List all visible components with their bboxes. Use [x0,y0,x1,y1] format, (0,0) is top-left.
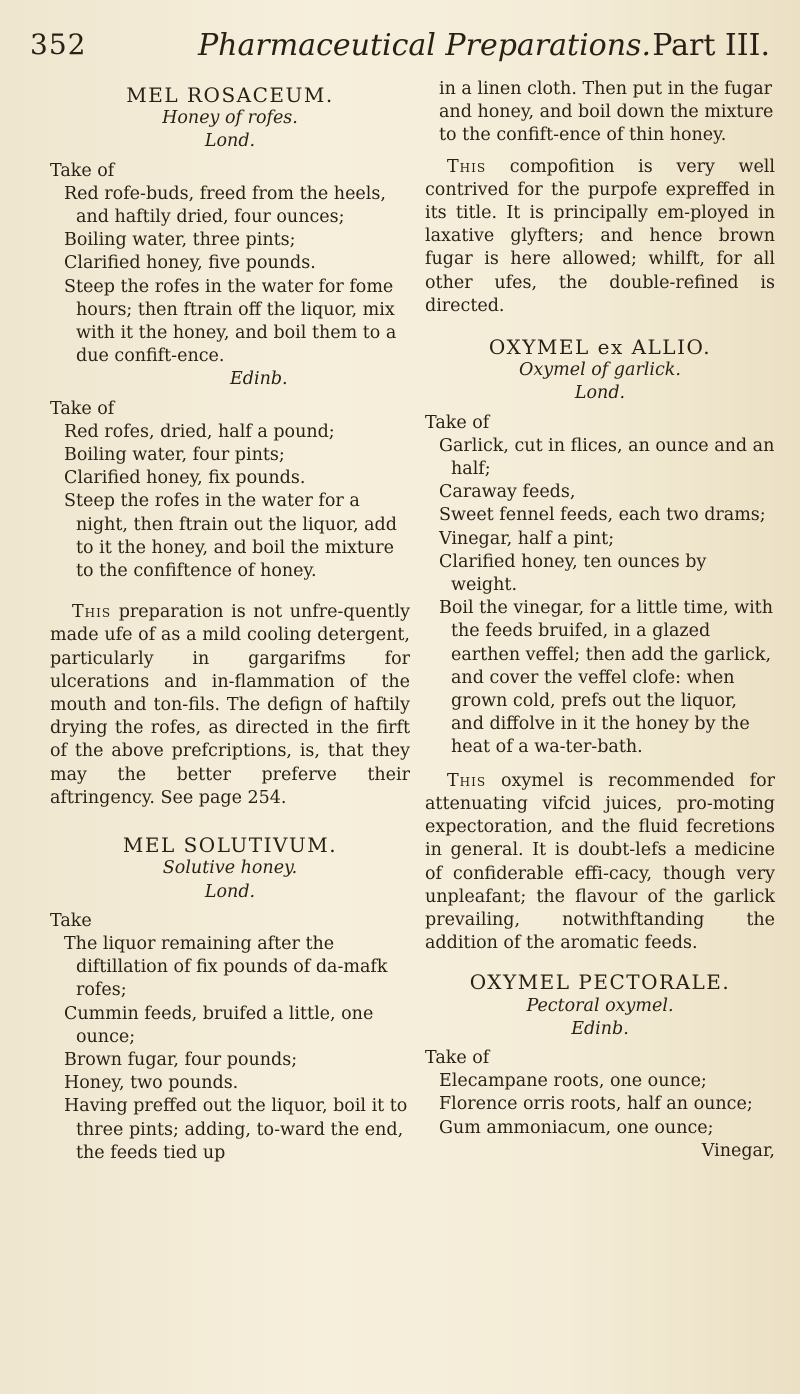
ingredient: Clarified honey, five pounds. [64,253,316,274]
ingredient: Clarified honey, ten ounces by weight. [439,551,707,596]
ingredient: Red rofe-buds, freed from the heels, and haftily dried, four ounces; [64,183,386,228]
ingredient: Red rofes, dried, half a pound; [64,421,335,442]
commentary-lead: This [447,156,487,177]
source-label: Lond. [204,881,256,902]
ingredient: Gum ammoniacum, one ounce; [439,1117,714,1138]
running-title: Pharmaceutical Preparations. [198,28,651,63]
directions: Steep the rofes in the water for a night, then ftrain out the liquor, add to it the honey, and boil the mixture to the confiftence of honey. [64,491,397,582]
recipe-title: MEL ROSACEUM. [126,83,334,107]
ingredient: Boiling water, four pints; [64,445,285,466]
recipe-title: OXYMEL ex ALLIO. [488,335,712,360]
take-of: Take of [425,412,490,433]
directions: Steep the rofes in the water for fome hours; then ftrain off the liquor, mix with it the honey, and boil them to a due confift-ence. [64,276,397,367]
recipe-subtitle: Honey of rofes. [162,108,298,129]
part-label: Part III. [652,28,770,63]
commentary [425,156,775,318]
ingredient: Brown fugar, four pounds; [64,1049,298,1070]
recipe-subtitle: Pectoral oxymel. [526,995,674,1016]
take-of: Take of [425,1047,490,1068]
commentary-text: compofition is very well contrived for the purpofe expreffed in its title. It is principally em-ployed in laxative glyfters; and hence brown fugar is here allowed; whilft, for all other ufes, the double-refined is directed. [425,156,775,316]
directions-continued: in a linen cloth. Then put in the fugar and honey, and boil down the mixture to the confift-ence of thin honey. [439,79,774,146]
commentary-text: preparation is not unfre-quently made ufe of as a mild cooling detergent, particularly in gargarifms for ulcerations and in-flammation of the mouth and ton-fils. The defign of haftily drying the rofes, as directed in the firft of the above prefcriptions, is, that they may the better preferve their aftringency. See page 254. [50,602,410,808]
commentary-lead: This [72,602,112,623]
ingredient: Honey, two pounds. [64,1073,239,1094]
commentary [425,770,775,956]
take-of: Take of [50,398,115,419]
commentary [50,601,410,810]
take-of: Take [50,910,92,931]
catchword: Vinegar, [701,1140,775,1161]
ingredient: The liquor remaining after the diftillation of fix pounds of da-mafk rofes; [64,933,388,1001]
recipe-subtitle: Solutive honey. [162,858,298,879]
ingredient: Vinegar, half a pint; [439,528,615,549]
source-label: Edinb. [571,1018,629,1039]
recipe-title: OXYMEL PECTORALE. [469,970,731,995]
left-column [50,78,410,1165]
ingredient: Sweet fennel feeds, each two drams; [439,505,766,526]
take-of: Take of [50,160,115,181]
ingredient: Caraway feeds, [439,482,576,503]
recipe-subtitle: Oxymel of garlick. [519,360,681,381]
ingredient: Elecampane roots, one ounce; [439,1071,707,1092]
ingredient: Clarified honey, fix pounds. [64,468,306,489]
directions: Having preffed out the liquor, boil it to three pints; adding, to-ward the end, the feeds tied up [64,1096,408,1163]
commentary-lead: This [447,770,487,791]
source-label: Lond. [574,383,626,404]
directions: Boil the vinegar, for a little time, with the feeds bruifed, in a glazed earthen veffel; then add the garlick, and cover the veffel clofe: when grown cold, prefs out the liquor, and diffolve in it the honey by the heat of a wa-ter-bath. [439,598,773,758]
commentary-text: oxymel is recommended for attenuating vifcid juices, pro-moting expectoration, and the fluid fecretions in general. It is doubt-lefs a medicine of confiderable effi-cacy, though very unpleafant; the flavour of the garlick prevailing, notwithftanding the addition of the aromatic feeds. [425,770,775,954]
ingredient: Garlick, cut in flices, an ounce and an half; [439,435,775,480]
ingredient: Florence orris roots, half an ounce; [439,1094,753,1115]
page-number: 352 [30,28,87,61]
ingredient: Cummin feeds, bruifed a little, one ounce; [64,1003,374,1047]
recipe-title: MEL SOLUTIVUM. [122,833,338,858]
right-column [425,78,775,1163]
ingredient: Boiling water, three pints; [64,230,296,251]
page-header [30,28,770,72]
source-label: Lond. [204,131,256,152]
source-label: Edinb. [230,369,288,390]
